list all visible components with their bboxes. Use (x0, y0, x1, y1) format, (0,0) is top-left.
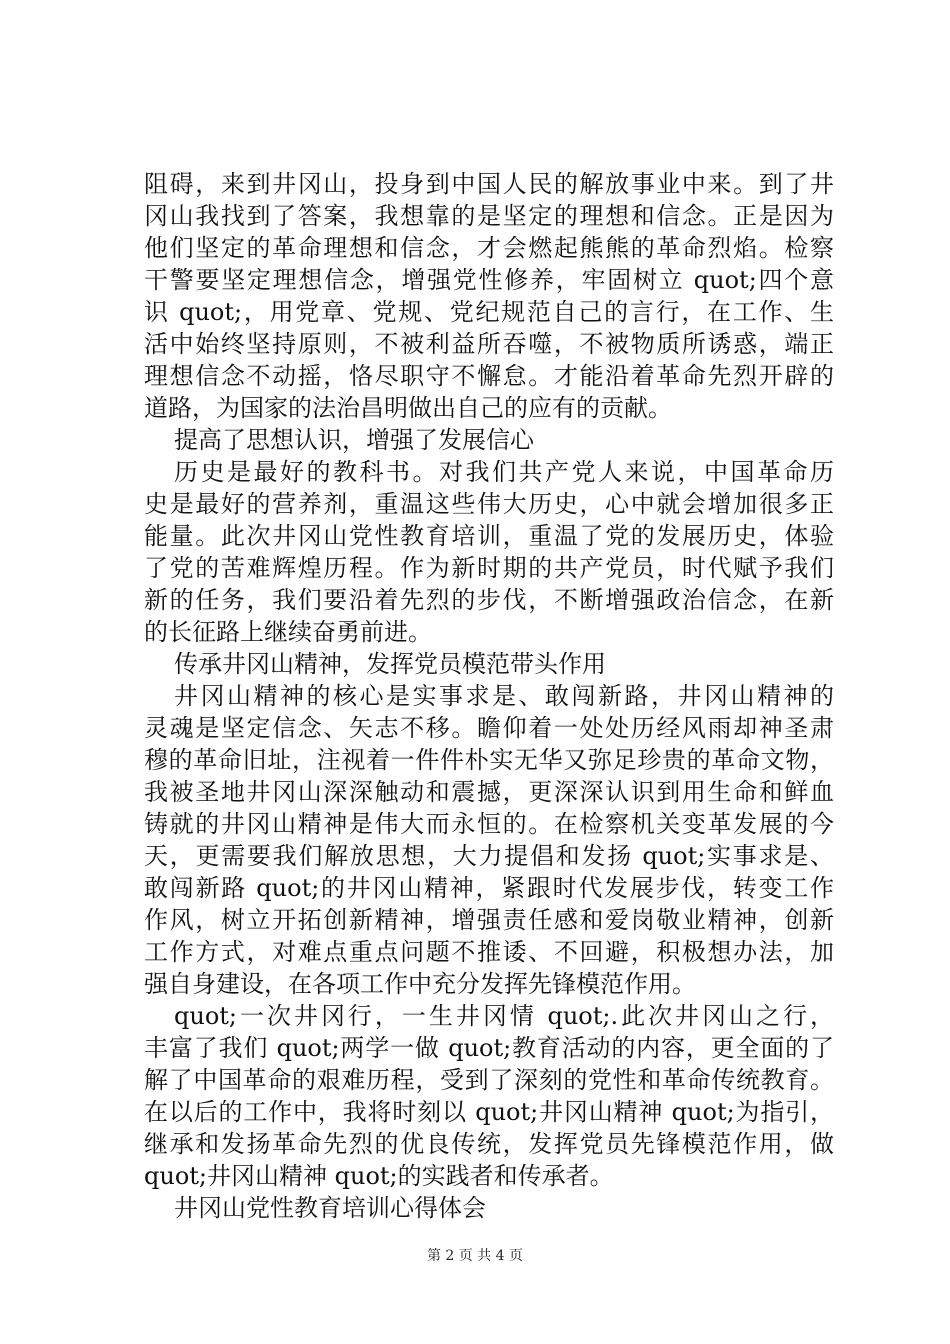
text-line: 史是最好的营养剂，重温这些伟大历史，心中就会增加很多正 (144, 490, 834, 518)
text-line: 理想信念不动摇，恪尽职守不懈怠。才能沿着革命先烈开辟的 (144, 362, 834, 390)
text-line: 了党的苦难辉煌历程。作为新时期的共产党员，时代赋予我们 (144, 554, 834, 582)
text-line: 能量。此次井冈山党性教育培训，重温了党的发展历史，体验 (144, 522, 834, 550)
text-line: 天，更需要我们解放思想，大力提倡和发扬 quot;实事求是、 (144, 842, 834, 870)
text-line: 道路，为国家的法治昌明做出自己的应有的贡献。 (144, 394, 672, 422)
text-line: 他们坚定的革命理想和信念，才会燃起熊熊的革命烈焰。检察 (144, 234, 834, 262)
text-line: 提高了思想认识，增强了发展信心 (174, 426, 534, 454)
text-line: 新的任务，我们要沿着先烈的步伐，不断增强政治信念，在新 (144, 586, 834, 614)
text-line: 干警要坚定理想信念，增强党性修养，牢固树立 quot;四个意 (144, 266, 834, 294)
text-line: 铸就的井冈山精神是伟大而永恒的。在检察机关变革发展的今 (144, 810, 834, 838)
text-line: 的长征路上继续奋勇前进。 (144, 618, 432, 646)
page-footer: 第 2 页 共 4 页 (426, 1248, 524, 1264)
text-line: 穆的革命旧址，注视着一件件朴实无华又弥足珍贵的革命文物， (144, 746, 834, 774)
text-line: 在以后的工作中，我将时刻以 quot;井冈山精神 quot;为指引， (144, 1098, 834, 1126)
text-line: 冈山我找到了答案，我想靠的是坚定的理想和信念。正是因为 (144, 202, 834, 230)
text-line: 丰富了我们 quot;两学一做 quot;教育活动的内容，更全面的了 (144, 1034, 834, 1062)
text-line: quot;一次井冈行，一生井冈情 quot;.此次井冈山之行， (174, 1002, 834, 1030)
text-line: 传承井冈山精神，发挥党员模范带头作用 (174, 650, 606, 678)
text-line: 阻碍，来到井冈山，投身到中国人民的解放事业中来。到了井 (144, 170, 834, 198)
text-line: 历史是最好的教科书。对我们共产党人来说，中国革命历 (174, 458, 834, 486)
text-line: 井冈山党性教育培训心得体会 (174, 1194, 486, 1222)
text-line: 我被圣地井冈山深深触动和震撼，更深深认识到用生命和鲜血 (144, 778, 834, 806)
text-line: quot;井冈山精神 quot;的实践者和传承者。 (144, 1162, 614, 1190)
text-line: 作风，树立开拓创新精神，增强责任感和爱岗敬业精神，创新 (144, 906, 834, 934)
text-line: 灵魂是坚定信念、矢志不移。瞻仰着一处处历经风雨却神圣肃 (144, 714, 834, 742)
text-line: 解了中国革命的艰难历程，受到了深刻的党性和革命传统教育。 (144, 1066, 834, 1094)
text-line: 识 quot;，用党章、党规、党纪规范自己的言行，在工作、生 (144, 298, 834, 326)
text-line: 工作方式，对难点重点问题不推诿、不回避，积极想办法，加 (144, 938, 834, 966)
text-line: 活中始终坚持原则，不被利益所吞噬，不被物质所诱惑，端正 (144, 330, 834, 358)
text-line: 井冈山精神的核心是实事求是、敢闯新路，井冈山精神的 (174, 682, 834, 710)
text-line: 敢闯新路 quot;的井冈山精神，紧跟时代发展步伐，转变工作 (144, 874, 834, 902)
text-line: 继承和发扬革命先烈的优良传统，发挥党员先锋模范作用，做 (144, 1130, 834, 1158)
document-body (144, 168, 834, 1224)
text-line: 强自身建设，在各项工作中充分发挥先锋模范作用。 (144, 970, 696, 998)
